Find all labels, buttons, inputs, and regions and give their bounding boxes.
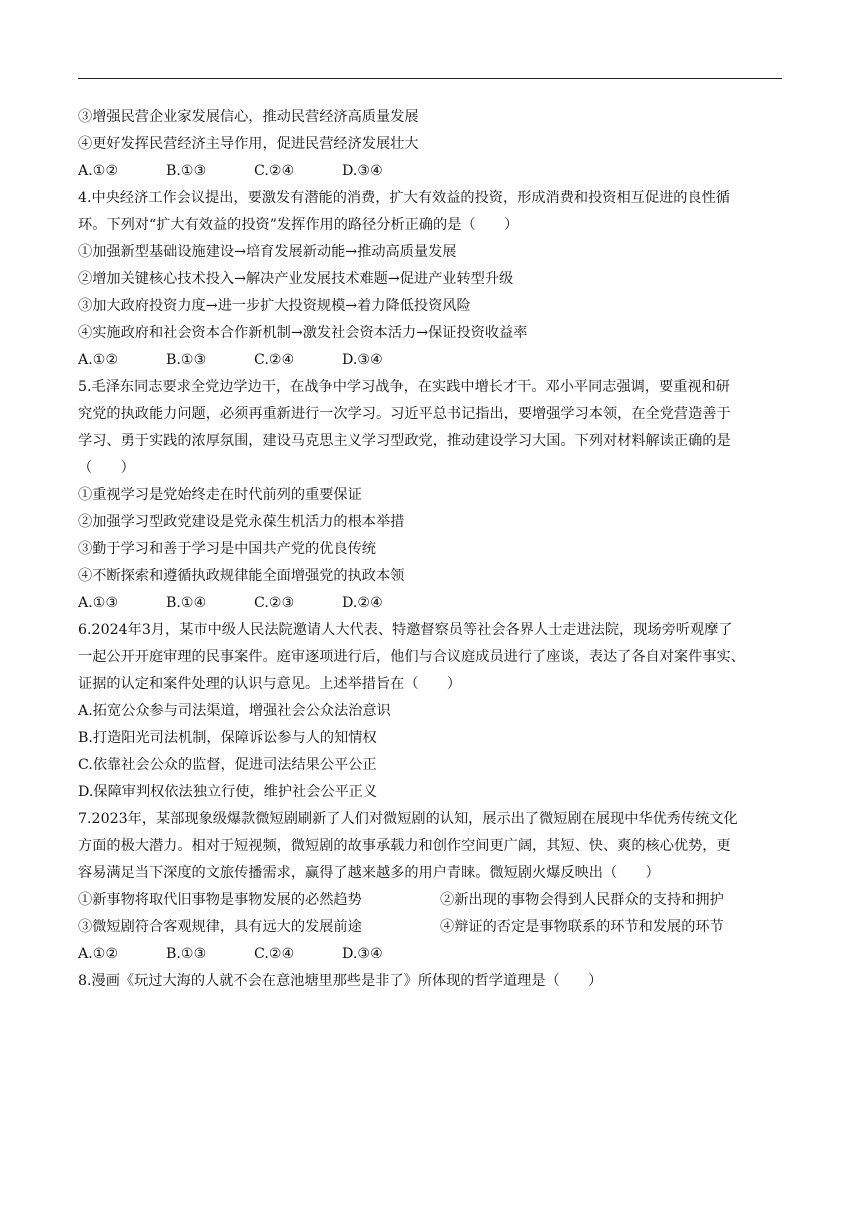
answer-options (78, 158, 784, 185)
answer-options (78, 590, 784, 617)
statement-4: ④辩证的否定是事物联系的环节和发展的环节 (440, 919, 724, 935)
question-stem: 环。下列对“扩大有效益的投资”发挥作用的路径分析正确的是（ ） (78, 217, 519, 233)
statement-2: ②加强学习型政党建设是党永葆生机活力的根本举措 (78, 514, 405, 530)
option-a[interactable]: A.拓宽公众参与司法渠道，增强社会公众法治意识 (78, 703, 391, 719)
option-b[interactable]: B.打造阳光司法机制，保障诉讼参与人的知情权 (78, 730, 377, 746)
question-stem: 究党的执政能力问题，必须再重新进行一次学习。习近平总书记指出，要增强学习本领，在全党营造善于 (78, 406, 731, 422)
statement-4: ④更好发挥民营经济主导作用，促进民营经济发展壮大 (78, 136, 419, 152)
option-d[interactable]: D.③④ (342, 352, 383, 368)
option-c[interactable]: C.②④ (254, 946, 295, 962)
statement-row (78, 887, 784, 914)
exam-page (78, 104, 784, 995)
option-d[interactable]: D.②④ (342, 595, 383, 611)
question-4 (78, 185, 784, 374)
question-stem: 6.2024年3月，某市中级人民法院邀请人大代表、特邀督察员等社会各界人士走进法院，现场旁听观摩了 (78, 622, 733, 638)
option-a[interactable]: A.①③ (78, 595, 119, 611)
question-stem: 7.2023年，某部现象级爆款微短剧刷新了人们对微短剧的认知，展示出了微短剧在展现中华优秀传统文化 (78, 811, 738, 827)
option-d[interactable]: D.③④ (342, 163, 383, 179)
answer-options (78, 347, 784, 374)
question-stem: 方面的极大潜力。相对于短视频，微短剧的故事承载力和创作空间更广阔，其短、快、爽的核心优势，更 (78, 838, 731, 854)
option-a[interactable]: A.①② (78, 163, 119, 179)
question-stem: 4.中央经济工作会议提出，要激发有潜能的消费，扩大有效益的投资，形成消费和投资相互促进的良性循 (78, 190, 730, 206)
answer-options (78, 941, 784, 968)
option-c[interactable]: C.②④ (254, 352, 295, 368)
statement-3: ③加大政府投资力度→进一步扩大投资规模→着力降低投资风险 (78, 298, 471, 314)
statement-2: ②新出现的事物会得到人民群众的支持和拥护 (440, 892, 724, 908)
statement-4: ④实施政府和社会资本合作新机制→激发社会资本活力→保证投资收益率 (78, 325, 528, 341)
statement-2: ②增加关键核心技术投入→解决产业发展技术难题→促进产业转型升级 (78, 271, 514, 287)
statement-3: ③勤于学习和善于学习是中国共产党的优良传统 (78, 541, 376, 557)
statement-4: ④不断探索和遵循执政规律能全面增强党的执政本领 (78, 568, 405, 584)
question-stem: 一起公开开庭审理的民事案件。庭审逐项进行后，他们与合议庭成员进行了座谈，表达了各自对案件事实、 (78, 649, 745, 665)
question-stem: 学习、勇于实践的浓厚氛围，建设马克思主义学习型政党，推动建设学习大国。下列对材料解读正确的是 (78, 433, 731, 449)
option-b[interactable]: B.①④ (166, 595, 207, 611)
option-c[interactable]: C.②④ (254, 163, 295, 179)
statement-3: ③微短剧符合客观规律，具有远大的发展前途 (78, 919, 362, 935)
question-stem: （ ） (78, 460, 135, 476)
option-a[interactable]: A.①② (78, 946, 119, 962)
statement-1: ①加强新型基础设施建设→培育发展新动能→推动高质量发展 (78, 244, 457, 260)
statement-1: ①新事物将取代旧事物是事物发展的必然趋势 (78, 892, 362, 908)
option-c[interactable]: C.依靠社会公众的监督，促进司法结果公平公正 (78, 757, 377, 773)
question-stem: 容易满足当下深度的文旅传播需求，赢得了越来越多的用户青睐。微短剧火爆反映出（ ） (78, 865, 660, 881)
statement-row (78, 914, 784, 941)
option-c[interactable]: C.②③ (254, 595, 295, 611)
question-6 (78, 617, 784, 806)
option-b[interactable]: B.①③ (166, 352, 207, 368)
option-d[interactable]: D.保障审判权依法独立行使，维护社会公平正义 (78, 784, 378, 800)
question-8 (78, 968, 784, 995)
option-b[interactable]: B.①③ (166, 946, 207, 962)
header-rule (78, 78, 782, 79)
question-stem: 证据的认定和案件处理的认识与意见。上述举措旨在（ ） (78, 676, 462, 692)
statement-3: ③增强民营企业家发展信心，推动民营经济高质量发展 (78, 109, 419, 125)
option-b[interactable]: B.①③ (166, 163, 207, 179)
question-7 (78, 806, 784, 968)
question-stem: 5.毛泽东同志要求全党边学边干，在战争中学习战争，在实践中增长才干。邓小平同志强调，要重视和研 (78, 379, 730, 395)
question-3-tail (78, 104, 784, 185)
question-5 (78, 374, 784, 617)
option-a[interactable]: A.①② (78, 352, 119, 368)
option-d[interactable]: D.③④ (342, 946, 383, 962)
statement-1: ①重视学习是党始终走在时代前列的重要保证 (78, 487, 362, 503)
question-stem: 8.漫画《玩过大海的人就不会在意池塘里那些是非了》所体现的哲学道理是（ ） (78, 973, 603, 989)
